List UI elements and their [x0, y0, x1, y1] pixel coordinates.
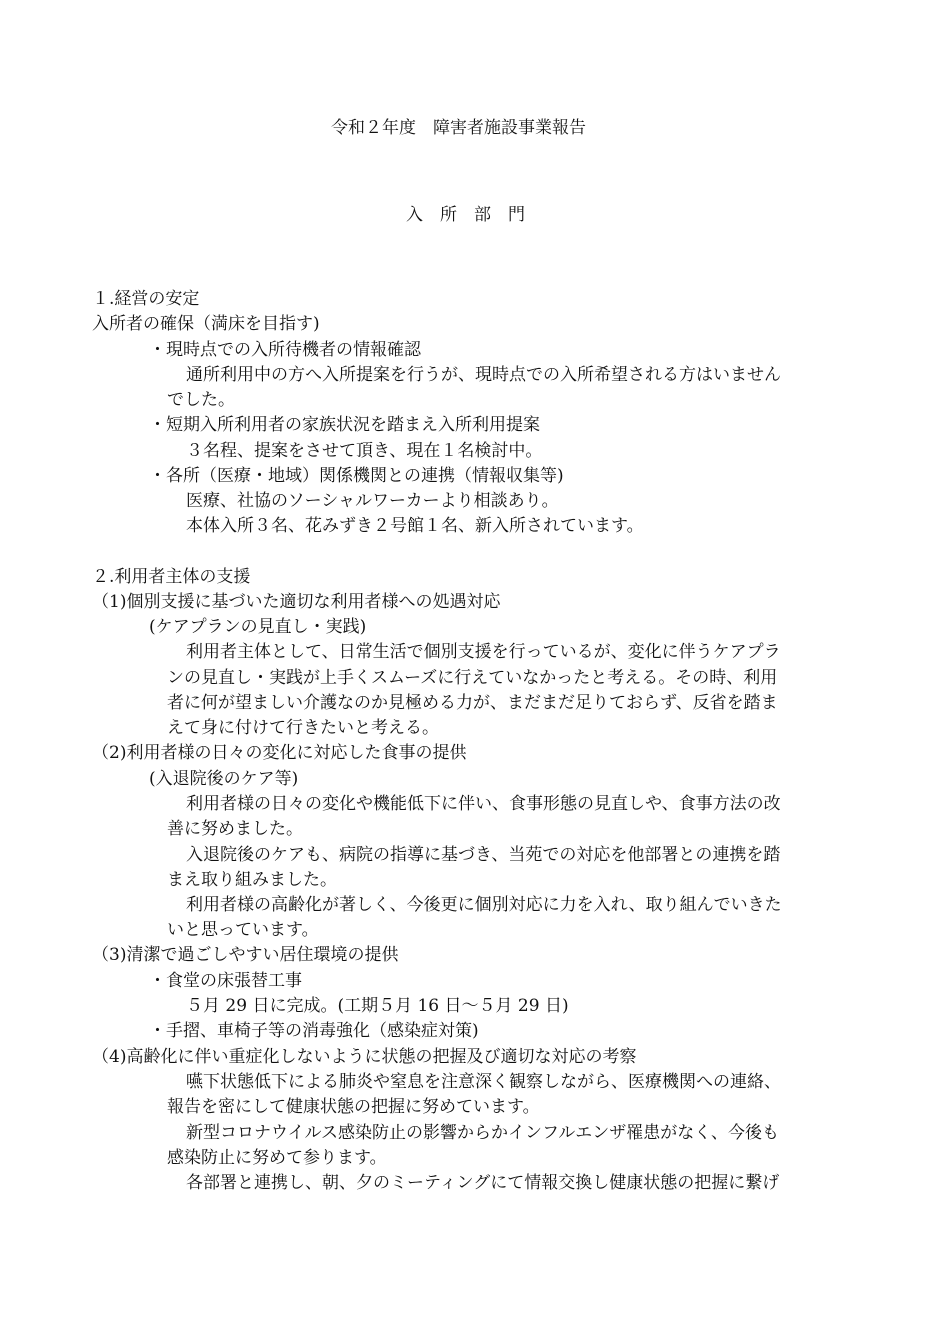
numbered-item: （2)利用者様の日々の変化に対応した食事の提供: [92, 743, 467, 763]
document-title: 令和２年度 障害者施設事業報告: [331, 118, 586, 138]
body-line: いと思っています。: [167, 920, 319, 940]
body-line: 通所利用中の方へ入所提案を行うが、現時点での入所希望される方はいません: [186, 365, 781, 385]
bullet-item: ・短期入所利用者の家族状況を踏まえ入所利用提案: [149, 415, 540, 435]
body-line: でした。: [167, 390, 235, 410]
item-subheading: (ケアプランの見直し・実践): [149, 617, 367, 637]
body-line: 嚥下状態低下による肺炎や窒息を注意深く観察しながら、医療機関への連絡、: [186, 1072, 781, 1092]
bullet-item: ・手摺、車椅子等の消毒強化（感染症対策): [149, 1021, 479, 1041]
body-line: 新型コロナウイルス感染防止の影響からかインフルエンザ罹患がなく、今後も: [186, 1123, 779, 1143]
body-line: 本体入所３名、花みずき２号館１名、新入所されています。: [186, 516, 644, 536]
body-line: 医療、社協のソーシャルワーカーより相談あり。: [186, 491, 559, 511]
body-line: 利用者様の高齢化が著しく、今後更に個別対応に力を入れ、取り組んでいきた: [186, 895, 782, 915]
bullet-item: ・現時点での入所待機者の情報確認: [149, 340, 421, 360]
body-line: まえ取り組みました。: [167, 870, 337, 890]
bullet-item: ・各所（医療・地域）関係機関との連携（情報収集等): [149, 466, 564, 486]
item-subheading: (入退院後のケア等): [149, 769, 299, 789]
section-heading-1: １.経営の安定: [92, 289, 200, 309]
numbered-item: （4)高齢化に伴い重症化しないように状態の把握及び適切な対応の考察: [92, 1047, 637, 1067]
bullet-item: ・食堂の床張替工事: [149, 971, 302, 991]
body-line: 報告を密にして健康状態の把握に努めています。: [167, 1097, 540, 1117]
body-line: えて身に付けて行きたいと考える。: [167, 718, 439, 738]
numbered-item: （1)個別支援に基づいた適切な利用者様への処遇対応: [92, 592, 501, 612]
body-line: 者に何が望ましい介護なのか見極める力が、まだまだ足りておらず、反省を踏ま: [167, 693, 778, 713]
section-heading-2: ２.利用者主体の支援: [92, 567, 251, 587]
body-line: 各部署と連携し、朝、夕のミーティングにて情報交換し健康状態の把握に繋げ: [186, 1173, 780, 1193]
body-line: 利用者主体として、日常生活で個別支援を行っているが、変化に伴うケアプラ: [186, 642, 781, 662]
body-line: ５月 29 日に完成。(工期５月 16 日～５月 29 日): [186, 996, 569, 1016]
body-line: ンの見直し・実践が上手くスムーズに行えていなかったと考える。その時、利用: [167, 668, 778, 688]
body-line: 利用者様の日々の変化や機能低下に伴い、食事形態の見直しや、食事方法の改: [186, 794, 781, 814]
numbered-item: （3)清潔で過ごしやすい居住環境の提供: [92, 945, 399, 965]
department-heading: 入 所 部 門: [406, 205, 525, 225]
body-line: 感染防止に努めて参ります。: [167, 1148, 387, 1168]
body-line: ３名程、提案をさせて頂き、現在１名検討中。: [186, 441, 543, 461]
subsection-heading: 入所者の確保（満床を目指す): [92, 314, 320, 334]
body-line: 入退院後のケアも、病院の指導に基づき、当苑での対応を他部署との連携を踏: [186, 845, 781, 865]
body-line: 善に努めました。: [167, 819, 303, 839]
